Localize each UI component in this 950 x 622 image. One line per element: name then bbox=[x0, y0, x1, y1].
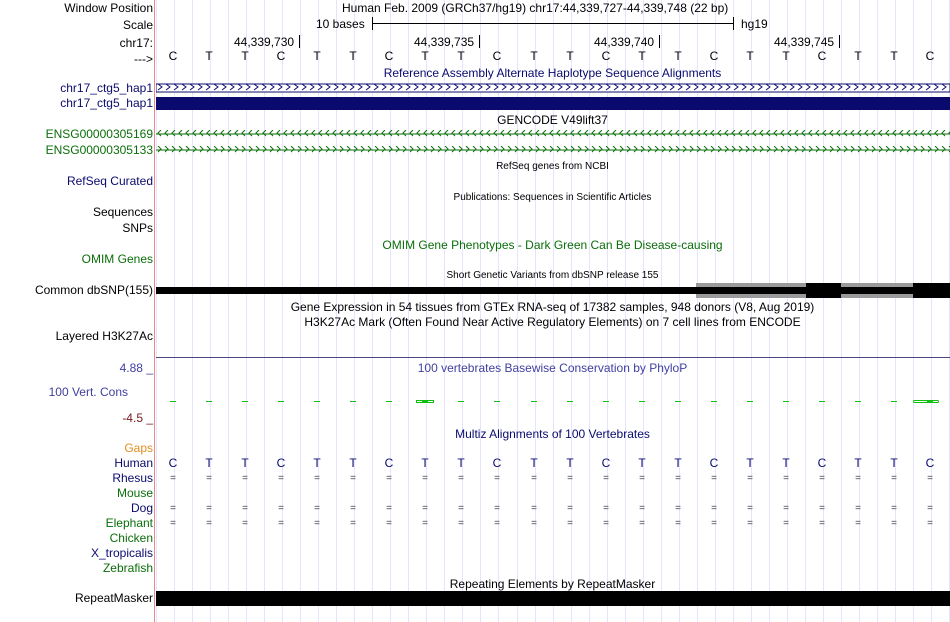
alignment-match: = bbox=[206, 518, 212, 529]
ruler-base: T bbox=[530, 49, 538, 63]
species-base: T bbox=[890, 456, 898, 470]
phylop-mark bbox=[206, 401, 212, 402]
ruler-base: T bbox=[566, 49, 574, 63]
species-base: T bbox=[313, 456, 321, 470]
ruler-base: T bbox=[457, 49, 465, 63]
gencode-gene1-label[interactable]: ENSG00000305169 bbox=[45, 127, 153, 141]
alignment-match: = bbox=[386, 473, 392, 484]
snps-label[interactable]: SNPs bbox=[122, 221, 153, 235]
alignment-match: = bbox=[783, 503, 789, 514]
alignment-match: = bbox=[783, 518, 789, 529]
alignment-match: = bbox=[675, 473, 681, 484]
ruler-base: C bbox=[168, 49, 178, 63]
alignment-match: = bbox=[314, 518, 320, 529]
species-base: C bbox=[709, 456, 719, 470]
gencode-gene2-label[interactable]: ENSG00000305133 bbox=[45, 143, 153, 157]
alt-haplo-solid-bar[interactable] bbox=[156, 97, 950, 110]
alignment-match: = bbox=[747, 473, 753, 484]
h3k27ac-title: H3K27Ac Mark (Often Found Near Active Regulatory Elements) on 7 cell lines from ENCODE bbox=[304, 315, 801, 329]
alignment-match: = bbox=[639, 518, 645, 529]
alignment-match: = bbox=[567, 518, 573, 529]
omim-title: OMIM Gene Phenotypes - Dark Green Can Be Disease-causing bbox=[382, 238, 723, 252]
ruler-base: C bbox=[276, 49, 286, 63]
scale-label: Scale bbox=[122, 18, 153, 32]
ruler-base: T bbox=[638, 49, 646, 63]
alignment-match: = bbox=[314, 473, 320, 484]
coord-tick bbox=[659, 35, 660, 48]
coord-tick bbox=[839, 35, 840, 48]
phylop-mark bbox=[675, 401, 681, 402]
species-label[interactable]: Rhesus bbox=[112, 471, 153, 485]
ruler-base: C bbox=[817, 49, 827, 63]
alignment-match: = bbox=[350, 518, 356, 529]
alignment-match: = bbox=[422, 503, 428, 514]
alignment-match: = bbox=[350, 473, 356, 484]
species-label[interactable]: Dog bbox=[130, 501, 153, 515]
phylop-mark bbox=[711, 401, 717, 402]
phylop-min-label: -4.5 _ bbox=[122, 411, 153, 425]
ruler-base: T bbox=[349, 49, 357, 63]
multiz-title: Multiz Alignments of 100 Vertebrates bbox=[455, 427, 650, 441]
alignment-match: = bbox=[819, 473, 825, 484]
species-label[interactable]: Elephant bbox=[105, 516, 153, 530]
repeat-label[interactable]: RepeatMasker bbox=[74, 591, 153, 605]
ruler-base: T bbox=[890, 49, 898, 63]
phylop-max-label: 4.88 _ bbox=[119, 361, 153, 375]
phylop-mark bbox=[386, 401, 392, 402]
phylop-mark bbox=[639, 401, 645, 402]
phylop-mark bbox=[783, 401, 789, 402]
ruler-base: C bbox=[601, 49, 611, 63]
species-base: T bbox=[205, 456, 213, 470]
ruler-base: T bbox=[421, 49, 429, 63]
alignment-match: = bbox=[458, 518, 464, 529]
dbsnp-bar-mid bbox=[841, 287, 913, 294]
dbsnp-variant-black[interactable] bbox=[806, 283, 841, 298]
alignment-match: = bbox=[783, 473, 789, 484]
alignment-match: = bbox=[494, 473, 500, 484]
alignment-match: = bbox=[170, 518, 176, 529]
phylop-label[interactable]: 100 Vert. Cons bbox=[48, 385, 128, 399]
alignment-match: = bbox=[350, 503, 356, 514]
alignment-match: = bbox=[458, 503, 464, 514]
coord-tick bbox=[479, 35, 480, 48]
phylop-mark bbox=[170, 401, 176, 402]
repeat-title: Repeating Elements by RepeatMasker bbox=[449, 577, 656, 591]
phylop-mark bbox=[531, 401, 537, 402]
phylop-mark bbox=[891, 401, 897, 402]
alignment-match: = bbox=[531, 503, 537, 514]
ruler-base: T bbox=[241, 49, 249, 63]
phylop-mark bbox=[855, 401, 861, 402]
alignment-match: = bbox=[206, 473, 212, 484]
phylop-mark bbox=[278, 401, 284, 402]
ruler-base: T bbox=[674, 49, 682, 63]
alignment-match: = bbox=[170, 473, 176, 484]
alignment-match: = bbox=[927, 473, 933, 484]
dbsnp-variant-black[interactable] bbox=[913, 283, 950, 298]
ruler-base: T bbox=[205, 49, 213, 63]
species-label[interactable]: X_tropicalis bbox=[90, 546, 153, 560]
alignment-match: = bbox=[567, 473, 573, 484]
ruler-title: Human Feb. 2009 (GRCh37/hg19) chr17:44,339,727-44,339,748 (22 bp) bbox=[342, 1, 729, 15]
alignment-match: = bbox=[639, 473, 645, 484]
species-base: C bbox=[925, 456, 935, 470]
species-base: C bbox=[817, 456, 827, 470]
alignment-match: = bbox=[855, 503, 861, 514]
species-base: C bbox=[168, 456, 178, 470]
species-base: T bbox=[421, 456, 429, 470]
species-label[interactable]: Human bbox=[114, 456, 153, 470]
species-base: T bbox=[349, 456, 357, 470]
species-base: T bbox=[854, 456, 862, 470]
ruler-base: C bbox=[925, 49, 935, 63]
alignment-match: = bbox=[675, 503, 681, 514]
species-base: T bbox=[457, 456, 465, 470]
phylop-mark bbox=[242, 401, 248, 402]
dbsnp-label[interactable]: Common dbSNP(155) bbox=[34, 283, 153, 297]
alignment-match: = bbox=[278, 473, 284, 484]
gtex-title: Gene Expression in 54 tissues from GTEx RNA-seq of 17382 samples, 948 donors (V8, Aug 2019) bbox=[290, 300, 815, 314]
sequences-label[interactable]: Sequences bbox=[92, 205, 153, 219]
alignment-match: = bbox=[494, 518, 500, 529]
alignment-match: = bbox=[711, 518, 717, 529]
phylop-mark bbox=[747, 401, 753, 402]
alignment-match: = bbox=[567, 503, 573, 514]
coord-label: 44,339,730 bbox=[234, 35, 295, 49]
species-base: T bbox=[782, 456, 790, 470]
species-base: T bbox=[746, 456, 754, 470]
alignment-match: = bbox=[314, 503, 320, 514]
ruler-base: C bbox=[492, 49, 502, 63]
alignment-match: = bbox=[170, 503, 176, 514]
alignment-match: = bbox=[603, 503, 609, 514]
species-base: C bbox=[601, 456, 611, 470]
gencode-gene1-bar[interactable] bbox=[156, 129, 950, 139]
alignment-match: = bbox=[458, 473, 464, 484]
ruler-base: T bbox=[854, 49, 862, 63]
gencode-title: GENCODE V49lift37 bbox=[497, 113, 608, 127]
alignment-match: = bbox=[386, 518, 392, 529]
scale-bar-right-tick bbox=[733, 17, 734, 30]
species-base: C bbox=[492, 456, 502, 470]
coord-label: 44,339,745 bbox=[774, 35, 835, 49]
scale-text: 10 bases bbox=[316, 17, 365, 31]
species-label[interactable]: Mouse bbox=[116, 486, 153, 500]
coord-tick bbox=[299, 35, 300, 48]
phylop-mark bbox=[603, 401, 609, 402]
alignment-match: = bbox=[927, 518, 933, 529]
refseq-label[interactable]: RefSeq Curated bbox=[66, 174, 153, 188]
species-base: C bbox=[384, 456, 394, 470]
publications-title: Publications: Sequences in Scientific Articles bbox=[453, 192, 652, 203]
species-base: T bbox=[638, 456, 646, 470]
phylop-mark bbox=[314, 401, 320, 402]
phylop-title: 100 vertebrates Basewise Conservation by PhyloP bbox=[417, 361, 688, 375]
species-base: T bbox=[674, 456, 682, 470]
alignment-match: = bbox=[891, 518, 897, 529]
ruler-base: C bbox=[384, 49, 394, 63]
alignment-match: = bbox=[422, 473, 428, 484]
refseq-title: RefSeq genes from NCBI bbox=[496, 161, 609, 172]
phylop-mark bbox=[567, 401, 573, 402]
alignment-match: = bbox=[206, 503, 212, 514]
repeat-bar[interactable] bbox=[156, 591, 950, 606]
window-position-label: Window Position bbox=[64, 1, 153, 15]
gencode-gene2-bar[interactable] bbox=[156, 145, 950, 155]
alignment-match: = bbox=[927, 503, 933, 514]
alignment-match: = bbox=[242, 473, 248, 484]
alignment-match: = bbox=[278, 503, 284, 514]
alignment-match: = bbox=[494, 503, 500, 514]
dbsnp-bar-left[interactable] bbox=[156, 287, 696, 294]
alignment-match: = bbox=[242, 503, 248, 514]
strand-label: ---> bbox=[134, 52, 153, 66]
alt-haplo-row2-label[interactable]: chr17_ctg5_hap1 bbox=[60, 96, 153, 110]
omim-label[interactable]: OMIM Genes bbox=[81, 252, 153, 266]
gaps-label[interactable]: Gaps bbox=[124, 441, 153, 455]
alt-haplo-row1-label[interactable]: chr17_ctg5_hap1 bbox=[60, 81, 153, 95]
phylop-highlight-mark bbox=[416, 400, 434, 403]
phylop-highlight-mark bbox=[913, 400, 939, 403]
dbsnp-title: Short Genetic Variants from dbSNP release 155 bbox=[446, 270, 659, 281]
species-base: T bbox=[241, 456, 249, 470]
ruler-base: C bbox=[709, 49, 719, 63]
alignment-match: = bbox=[891, 503, 897, 514]
ruler-base: T bbox=[782, 49, 790, 63]
scale-bar bbox=[372, 23, 733, 24]
ruler-base: T bbox=[313, 49, 321, 63]
alignment-match: = bbox=[747, 518, 753, 529]
alignment-match: = bbox=[819, 518, 825, 529]
alignment-match: = bbox=[891, 473, 897, 484]
species-base: T bbox=[566, 456, 574, 470]
alignment-match: = bbox=[531, 518, 537, 529]
alignment-match: = bbox=[603, 518, 609, 529]
chrom-label: chr17: bbox=[119, 36, 153, 50]
alignment-match: = bbox=[855, 473, 861, 484]
coord-label: 44,339,740 bbox=[594, 35, 655, 49]
alignment-match: = bbox=[603, 473, 609, 484]
alignment-match: = bbox=[639, 503, 645, 514]
phylop-mark bbox=[494, 401, 500, 402]
alignment-match: = bbox=[278, 518, 284, 529]
phylop-mark bbox=[350, 401, 356, 402]
alt-haplo-title: Reference Assembly Alternate Haplotype Sequence Alignments bbox=[383, 66, 722, 80]
alignment-match: = bbox=[711, 473, 717, 484]
species-label[interactable]: Chicken bbox=[109, 531, 153, 545]
alignment-match: = bbox=[747, 503, 753, 514]
alignment-match: = bbox=[531, 473, 537, 484]
alt-haplo-chevron-bar[interactable] bbox=[156, 83, 950, 93]
species-base: T bbox=[530, 456, 538, 470]
h3k27ac-baseline bbox=[156, 357, 950, 358]
h3k27ac-label[interactable]: Layered H3K27Ac bbox=[55, 329, 153, 343]
species-label[interactable]: Zebrafish bbox=[102, 561, 153, 575]
alignment-match: = bbox=[675, 518, 681, 529]
alignment-match: = bbox=[386, 503, 392, 514]
alignment-match: = bbox=[242, 518, 248, 529]
alignment-match: = bbox=[855, 518, 861, 529]
dbsnp-bar-mid bbox=[696, 287, 806, 294]
species-base: C bbox=[276, 456, 286, 470]
alignment-match: = bbox=[819, 503, 825, 514]
coord-label: 44,339,735 bbox=[414, 35, 475, 49]
alignment-match: = bbox=[711, 503, 717, 514]
phylop-mark bbox=[819, 401, 825, 402]
phylop-mark bbox=[458, 401, 464, 402]
alignment-match: = bbox=[422, 518, 428, 529]
ruler-base: T bbox=[746, 49, 754, 63]
assembly-label: hg19 bbox=[741, 17, 768, 31]
